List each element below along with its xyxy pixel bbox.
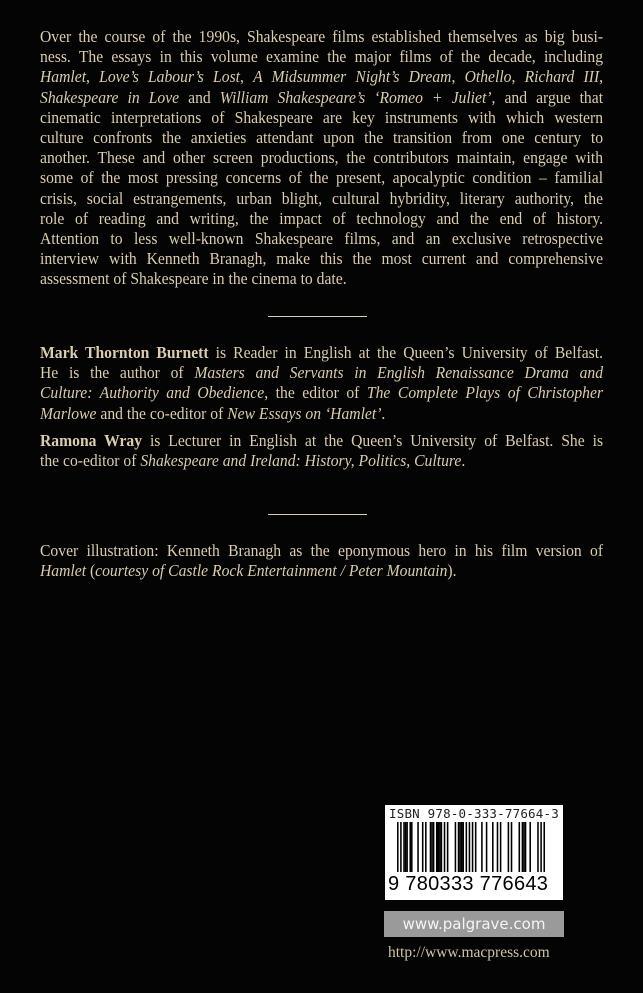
text: and [179,87,220,107]
text-line [40,249,603,269]
text: . [461,451,466,471]
italic-text: The Complete Plays of Christopher [366,383,604,403]
text-line [40,561,603,581]
text: , [86,67,100,87]
text: assessment of Shakespeare in the cinema to date. [40,269,347,289]
text-line [40,229,603,249]
text: is Reader in English at the Queen’s University of Belfast. [208,343,604,362]
text: crisis, social estrangements, urban blight, cultural hybridity, literary authority, the [40,188,604,208]
text: ). [447,561,457,581]
text: , [599,67,604,87]
text: some of the most pressing concerns of the present, apocalyptic condition – familial [40,168,604,188]
description-paragraph [40,27,603,289]
isbn-label: ISBN 978-0-333-77664-3 [389,806,559,821]
bold-name: Mark Thornton Burnett [40,343,209,362]
text-line [40,431,603,451]
text-line [40,541,603,561]
italic-text: Shakespeare in Love [40,87,180,107]
text-line [40,47,603,67]
cover-credit [40,541,603,581]
italic-text: Masters and Servants in English Renaissance Drama and [194,363,604,383]
italic-text: A Midsummer Night’s Dream [253,67,452,87]
bold-name: Ramona Wray [40,431,143,450]
text: Attention to less well-known Shakespeare films, and an exclusive retrospective [40,228,604,248]
text: , [451,67,465,87]
author-bio-wray [40,431,603,471]
text-line [40,209,603,229]
press-url[interactable]: http://www.macpress.com [388,944,550,961]
text-line [40,168,603,188]
italic-text: Othello [464,67,512,87]
text: . [381,403,386,423]
text: interview with Kenneth Branagh, make this the most current and comprehensive [40,249,604,269]
italic-text: courtesy of Castle Rock Entertainment / Peter Mountain [95,561,448,581]
text-line [40,67,603,87]
text: and the co-editor of [96,403,228,423]
text-line [40,27,603,47]
text: He is the author of [40,363,195,383]
italic-text: Hamlet [40,561,87,581]
author-bio-burnett [40,343,603,424]
italic-text: William Shakespeare’s ‘Romeo + Juliet’ [219,87,492,107]
text-line [40,148,603,168]
text: cinematic interpretations of Shakespeare are key instruments with which western [40,107,604,127]
text-line [40,128,603,148]
isbn-barcode [385,805,563,900]
text-line [40,343,603,363]
text: another. These and other screen productions, the contributors maintain, engage with [40,148,604,168]
divider [268,514,367,515]
italic-text: New Essays on ‘Hamlet’ [227,403,382,423]
italic-text: Marlowe [40,403,97,423]
text: the co-editor of [40,451,141,471]
text-line [40,88,603,108]
divider [268,316,367,317]
text: , the editor of [264,383,367,403]
text-line [40,108,603,128]
text: Cover illustration: Kenneth Branagh as the eponymous hero in his film version of [40,541,604,560]
text-line [40,383,603,403]
italic-text: Shakespeare and Ireland: History, Politics, Culture [140,451,462,471]
text-line [40,189,603,209]
text: , [511,67,525,87]
italic-text: Richard III [524,67,600,87]
text-line [40,363,603,383]
italic-text: Love’s Labour’s Lost [99,67,241,87]
text-line [40,451,603,471]
italic-text: Culture: Authority and Obedience [40,383,265,403]
barcode-digits: 9 780333 776643 [388,873,549,895]
text: culture confronts the anxieties attendant upon the transition from one century to [40,127,604,147]
italic-text: Hamlet [40,67,87,87]
text-line [40,404,603,424]
text: ness. The essays in this volume examine the major films of the decade, including [40,47,604,67]
text: is Lecturer in English at the Queen’s University of Belfast. She is [142,431,604,450]
publisher-url[interactable]: www.palgrave.com [384,911,564,937]
text: , [240,67,254,87]
text: Over the course of the 1990s, Shakespeare films established themselves as big busi- [40,27,604,46]
text: role of reading and writing, the impact of technology and the end of history. [40,208,604,228]
text: , and argue that [491,87,604,107]
text: ( [86,561,96,581]
text-line [40,269,603,289]
